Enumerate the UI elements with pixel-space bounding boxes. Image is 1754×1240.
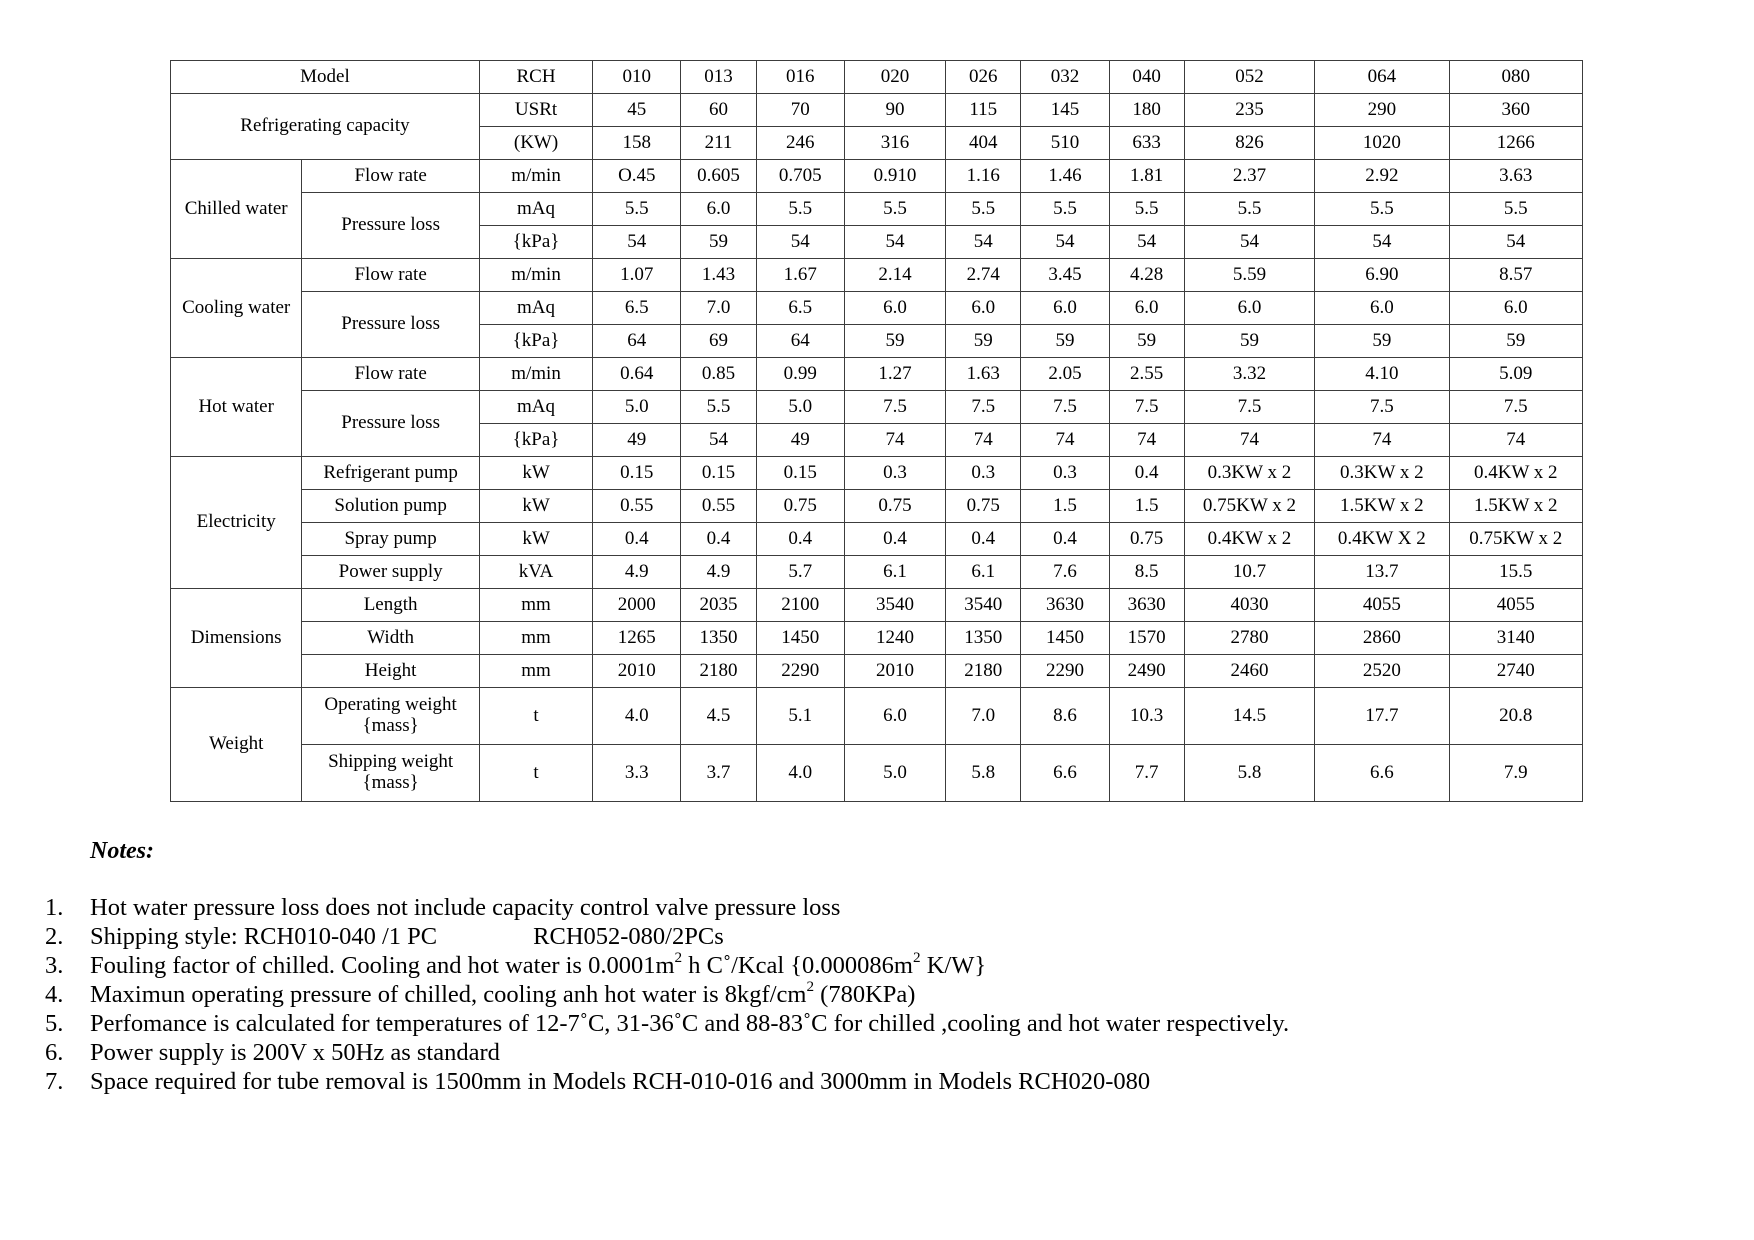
value-cell: 54 <box>1315 226 1449 259</box>
row-operating-weight <box>171 688 1583 745</box>
value-cell: 59 <box>1449 325 1582 358</box>
value-cell: 3.7 <box>681 745 756 802</box>
value-cell: 235 <box>1184 94 1314 127</box>
dimensions-label: Dimensions <box>171 589 302 688</box>
unit-cell: {kPa} <box>479 325 592 358</box>
row-spray-pump <box>171 523 1583 556</box>
note-text: Space required for tube removal is 1500mm in Models RCH-010-016 and 3000mm in Models RCH020-080 <box>90 1068 1151 1095</box>
value-cell: 0.3 <box>1021 457 1109 490</box>
unit-cell: kW <box>479 523 592 556</box>
value-cell: 1.07 <box>593 259 681 292</box>
value-cell: 4030 <box>1184 589 1314 622</box>
value-cell: 54 <box>1449 226 1582 259</box>
value-cell: 0.3 <box>844 457 945 490</box>
value-cell: 0.64 <box>593 358 681 391</box>
pressure-loss-label: Pressure loss <box>302 193 480 259</box>
electricity-label: Electricity <box>171 457 302 589</box>
value-cell: 74 <box>1315 424 1449 457</box>
value-cell: 8.6 <box>1021 688 1109 745</box>
value-cell: 0.705 <box>756 160 844 193</box>
value-cell: 7.7 <box>1109 745 1184 802</box>
flow-rate-label: Flow rate <box>302 160 480 193</box>
unit-cell: m/min <box>479 358 592 391</box>
value-cell: 145 <box>1021 94 1109 127</box>
model-cell: 080 <box>1449 61 1582 94</box>
value-cell: 2.92 <box>1315 160 1449 193</box>
value-cell: 8.57 <box>1449 259 1582 292</box>
value-cell: 0.3KW x 2 <box>1315 457 1449 490</box>
value-cell: 54 <box>1109 226 1184 259</box>
value-cell: 6.0 <box>946 292 1021 325</box>
value-cell: 59 <box>844 325 945 358</box>
note-text: Hot water pressure loss does not include capacity control valve pressure loss <box>90 894 841 921</box>
value-cell: 7.9 <box>1449 745 1582 802</box>
value-cell: 4.5 <box>681 688 756 745</box>
model-cell: 010 <box>593 61 681 94</box>
value-cell: 0.4KW x 2 <box>1184 523 1314 556</box>
chilled-water-label: Chilled water <box>171 160 302 259</box>
value-cell: 5.5 <box>593 193 681 226</box>
note-text: (780KPa) <box>814 981 916 1008</box>
value-cell: 5.0 <box>756 391 844 424</box>
value-cell: 5.0 <box>844 745 945 802</box>
value-cell: 2010 <box>593 655 681 688</box>
unit-cell: mm <box>479 655 592 688</box>
model-cell: 016 <box>756 61 844 94</box>
value-cell: 1.27 <box>844 358 945 391</box>
row-hot-maq <box>171 391 1583 424</box>
model-label: Model <box>171 61 480 94</box>
unit-cell: mm <box>479 622 592 655</box>
value-cell: 180 <box>1109 94 1184 127</box>
value-cell: 1450 <box>1021 622 1109 655</box>
flow-rate-label: Flow rate <box>302 358 480 391</box>
value-cell: 6.0 <box>844 688 945 745</box>
value-cell: 1450 <box>756 622 844 655</box>
note-text: K/W} <box>920 952 987 979</box>
value-cell: 4.9 <box>593 556 681 589</box>
note-text: Perfomance is calculated for temperatures of 12-7˚C, 31-36˚C and 88-83˚C for chilled ,cooling and hot water respectively. <box>90 1010 1290 1037</box>
value-cell: 6.0 <box>844 292 945 325</box>
value-cell: 360 <box>1449 94 1582 127</box>
value-cell: 2000 <box>593 589 681 622</box>
value-cell: 1020 <box>1315 127 1449 160</box>
note-text: RCH052-080/2PCs <box>533 923 724 950</box>
value-cell: 4.0 <box>593 688 681 745</box>
value-cell: 54 <box>593 226 681 259</box>
value-cell: 1350 <box>681 622 756 655</box>
unit-cell: {kPa} <box>479 226 592 259</box>
value-cell: 1.43 <box>681 259 756 292</box>
value-cell: 6.0 <box>1109 292 1184 325</box>
weight-label: Weight <box>171 688 302 802</box>
value-cell: 0.4KW X 2 <box>1315 523 1449 556</box>
value-cell: 1570 <box>1109 622 1184 655</box>
note-item: 6. Power supply is 200V x 50Hz as standard <box>45 1039 500 1066</box>
spec-table <box>170 60 1583 802</box>
value-cell: 0.4 <box>1021 523 1109 556</box>
value-cell: 2.37 <box>1184 160 1314 193</box>
rch-label: RCH <box>479 61 592 94</box>
model-cell: 064 <box>1315 61 1449 94</box>
value-cell: 0.99 <box>756 358 844 391</box>
value-cell: 1266 <box>1449 127 1582 160</box>
value-cell: 20.8 <box>1449 688 1582 745</box>
value-cell: 0.3 <box>946 457 1021 490</box>
model-cell: 013 <box>681 61 756 94</box>
value-cell: 290 <box>1315 94 1449 127</box>
value-cell: 158 <box>593 127 681 160</box>
value-cell: 7.0 <box>946 688 1021 745</box>
value-cell: 3.45 <box>1021 259 1109 292</box>
value-cell: 1.63 <box>946 358 1021 391</box>
value-cell: 2.74 <box>946 259 1021 292</box>
value-cell: 7.5 <box>1315 391 1449 424</box>
unit-cell: {kPa} <box>479 424 592 457</box>
value-cell: 6.0 <box>1315 292 1449 325</box>
value-cell: 6.5 <box>593 292 681 325</box>
notes-list <box>45 893 1289 1096</box>
value-cell: 7.0 <box>681 292 756 325</box>
unit-cell: (KW) <box>479 127 592 160</box>
value-cell: 5.09 <box>1449 358 1582 391</box>
value-cell: 3540 <box>946 589 1021 622</box>
refrigerant-pump-label: Refrigerant pump <box>302 457 480 490</box>
value-cell: 0.4KW x 2 <box>1449 457 1582 490</box>
value-cell: O.45 <box>593 160 681 193</box>
value-cell: 74 <box>1184 424 1314 457</box>
value-cell: 2460 <box>1184 655 1314 688</box>
value-cell: 510 <box>1021 127 1109 160</box>
unit-cell: mAq <box>479 193 592 226</box>
value-cell: 2.14 <box>844 259 945 292</box>
value-cell: 7.5 <box>1449 391 1582 424</box>
value-cell: 4.9 <box>681 556 756 589</box>
model-cell: 020 <box>844 61 945 94</box>
row-height <box>171 655 1583 688</box>
value-cell: 7.5 <box>1109 391 1184 424</box>
value-cell: 0.4 <box>844 523 945 556</box>
value-cell: 2035 <box>681 589 756 622</box>
length-label: Length <box>302 589 480 622</box>
value-cell: 5.5 <box>1109 193 1184 226</box>
value-cell: 59 <box>1021 325 1109 358</box>
value-cell: 0.605 <box>681 160 756 193</box>
row-refrigerant-pump <box>171 457 1583 490</box>
unit-cell: t <box>479 688 592 745</box>
solution-pump-label: Solution pump <box>302 490 480 523</box>
value-cell: 5.5 <box>1184 193 1314 226</box>
value-cell: 69 <box>681 325 756 358</box>
model-cell: 032 <box>1021 61 1109 94</box>
value-cell: 5.8 <box>1184 745 1314 802</box>
note-text: Fouling factor of chilled. Cooling and hot water is 0.0001m <box>90 952 675 979</box>
value-cell: 10.3 <box>1109 688 1184 745</box>
value-cell: 6.6 <box>1315 745 1449 802</box>
value-cell: 1.16 <box>946 160 1021 193</box>
value-cell: 0.75KW x 2 <box>1449 523 1582 556</box>
value-cell: 1.5 <box>1021 490 1109 523</box>
value-cell: 54 <box>844 226 945 259</box>
value-cell: 7.5 <box>946 391 1021 424</box>
value-cell: 0.55 <box>681 490 756 523</box>
row-usrt <box>171 94 1583 127</box>
value-cell: 17.7 <box>1315 688 1449 745</box>
row-shipping-weight <box>171 745 1583 802</box>
row-length <box>171 589 1583 622</box>
value-cell: 3140 <box>1449 622 1582 655</box>
value-cell: 64 <box>593 325 681 358</box>
value-cell: 5.5 <box>681 391 756 424</box>
value-cell: 5.5 <box>1315 193 1449 226</box>
pressure-loss-label: Pressure loss <box>302 292 480 358</box>
row-hot-flow <box>171 358 1583 391</box>
unit-cell: kVA <box>479 556 592 589</box>
value-cell: 2780 <box>1184 622 1314 655</box>
value-cell: 6.0 <box>1184 292 1314 325</box>
row-chilled-maq <box>171 193 1583 226</box>
refrigerating-capacity-label: Refrigerating capacity <box>171 94 480 160</box>
value-cell: 74 <box>1021 424 1109 457</box>
value-cell: 59 <box>1109 325 1184 358</box>
value-cell: 1.46 <box>1021 160 1109 193</box>
value-cell: 8.5 <box>1109 556 1184 589</box>
value-cell: 633 <box>1109 127 1184 160</box>
value-cell: 2010 <box>844 655 945 688</box>
value-cell: 3630 <box>1109 589 1184 622</box>
superscript: 2 <box>674 949 683 967</box>
value-cell: 74 <box>844 424 945 457</box>
value-cell: 7.5 <box>844 391 945 424</box>
row-model <box>171 61 1583 94</box>
value-cell: 54 <box>946 226 1021 259</box>
value-cell: 404 <box>946 127 1021 160</box>
value-cell: 49 <box>593 424 681 457</box>
value-cell: 10.7 <box>1184 556 1314 589</box>
note-item: 5. Perfomance is calculated for temperatures of 12-7˚C, 31-36˚C and 88-83˚C for chilled ,cooling and hot water respectively. <box>45 1010 1290 1037</box>
value-cell: 59 <box>681 226 756 259</box>
unit-cell: mm <box>479 589 592 622</box>
value-cell: 5.7 <box>756 556 844 589</box>
value-cell: 2740 <box>1449 655 1582 688</box>
value-cell: 90 <box>844 94 945 127</box>
value-cell: 2.55 <box>1109 358 1184 391</box>
value-cell: 4.10 <box>1315 358 1449 391</box>
value-cell: 5.8 <box>946 745 1021 802</box>
value-cell: 6.1 <box>946 556 1021 589</box>
note-text: h C˚/Kcal {0.000086m <box>682 952 913 979</box>
value-cell: 3.32 <box>1184 358 1314 391</box>
value-cell: 5.59 <box>1184 259 1314 292</box>
value-cell: 0.910 <box>844 160 945 193</box>
value-cell: 0.4 <box>756 523 844 556</box>
value-cell: 2100 <box>756 589 844 622</box>
value-cell: 0.4 <box>681 523 756 556</box>
value-cell: 54 <box>681 424 756 457</box>
value-cell: 59 <box>946 325 1021 358</box>
value-cell: 2180 <box>946 655 1021 688</box>
value-cell: 0.75 <box>946 490 1021 523</box>
value-cell: 5.5 <box>946 193 1021 226</box>
value-cell: 3630 <box>1021 589 1109 622</box>
notes-title: Notes: <box>90 838 154 864</box>
unit-cell: kW <box>479 457 592 490</box>
value-cell: 3540 <box>844 589 945 622</box>
value-cell: 1.5KW x 2 <box>1449 490 1582 523</box>
value-cell: 59 <box>1315 325 1449 358</box>
value-cell: 2520 <box>1315 655 1449 688</box>
value-cell: 0.3KW x 2 <box>1184 457 1314 490</box>
superscript: 2 <box>806 978 815 996</box>
value-cell: 1240 <box>844 622 945 655</box>
value-cell: 0.75 <box>844 490 945 523</box>
value-cell: 0.55 <box>593 490 681 523</box>
value-cell: 2290 <box>756 655 844 688</box>
value-cell: 6.1 <box>844 556 945 589</box>
value-cell: 5.5 <box>844 193 945 226</box>
value-cell: 5.5 <box>756 193 844 226</box>
value-cell: 15.5 <box>1449 556 1582 589</box>
power-supply-label: Power supply <box>302 556 480 589</box>
hot-water-label: Hot water <box>171 358 302 457</box>
value-cell: 0.15 <box>756 457 844 490</box>
value-cell: 6.0 <box>1449 292 1582 325</box>
note-item: 1. Hot water pressure loss does not include capacity control valve pressure loss <box>45 894 841 921</box>
value-cell: 60 <box>681 94 756 127</box>
value-cell: 7.5 <box>1184 391 1314 424</box>
value-cell: 0.15 <box>681 457 756 490</box>
value-cell: 54 <box>1021 226 1109 259</box>
row-cooling-flow <box>171 259 1583 292</box>
superscript: 2 <box>912 949 921 967</box>
value-cell: 2290 <box>1021 655 1109 688</box>
row-cooling-maq <box>171 292 1583 325</box>
value-cell: 211 <box>681 127 756 160</box>
unit-cell: m/min <box>479 160 592 193</box>
value-cell: 4.28 <box>1109 259 1184 292</box>
value-cell: 1.5KW x 2 <box>1315 490 1449 523</box>
note-item: 4. Maximun operating pressure of chilled, cooling anh hot water is $8kgf/cm^2$ (780KPa) <box>45 978 916 1008</box>
value-cell: 3.63 <box>1449 160 1582 193</box>
spray-pump-label: Spray pump <box>302 523 480 556</box>
pressure-loss-label: Pressure loss <box>302 391 480 457</box>
value-cell: 5.1 <box>756 688 844 745</box>
value-cell: 246 <box>756 127 844 160</box>
value-cell: 1.81 <box>1109 160 1184 193</box>
value-cell: 6.90 <box>1315 259 1449 292</box>
model-cell: 026 <box>946 61 1021 94</box>
value-cell: 2.05 <box>1021 358 1109 391</box>
value-cell: 74 <box>1449 424 1582 457</box>
value-cell: 115 <box>946 94 1021 127</box>
note-text: Maximun operating pressure of chilled, cooling anh hot water is 8kgf/cm <box>90 981 807 1008</box>
flow-rate-label: Flow rate <box>302 259 480 292</box>
model-cell: 040 <box>1109 61 1184 94</box>
cooling-water-label: Cooling water <box>171 259 302 358</box>
value-cell: 316 <box>844 127 945 160</box>
value-cell: 1265 <box>593 622 681 655</box>
value-cell: 5.5 <box>1449 193 1582 226</box>
value-cell: 54 <box>1184 226 1314 259</box>
model-cell: 052 <box>1184 61 1314 94</box>
value-cell: 0.75KW x 2 <box>1184 490 1314 523</box>
value-cell: 4.0 <box>756 745 844 802</box>
row-width <box>171 622 1583 655</box>
value-cell: 2180 <box>681 655 756 688</box>
value-cell: 70 <box>756 94 844 127</box>
value-cell: 5.0 <box>593 391 681 424</box>
value-cell: 3.3 <box>593 745 681 802</box>
value-cell: 1.67 <box>756 259 844 292</box>
note-text: Shipping style: RCH010-040 /1 PC <box>90 923 438 950</box>
unit-cell: m/min <box>479 259 592 292</box>
value-cell: 826 <box>1184 127 1314 160</box>
unit-cell: USRt <box>479 94 592 127</box>
value-cell: 6.0 <box>1021 292 1109 325</box>
value-cell: 6.5 <box>756 292 844 325</box>
unit-cell: t <box>479 745 592 802</box>
value-cell: 0.15 <box>593 457 681 490</box>
value-cell: 0.4 <box>946 523 1021 556</box>
value-cell: 0.4 <box>593 523 681 556</box>
unit-cell: mAq <box>479 391 592 424</box>
value-cell: 7.6 <box>1021 556 1109 589</box>
width-label: Width <box>302 622 480 655</box>
value-cell: 6.0 <box>681 193 756 226</box>
value-cell: 4055 <box>1449 589 1582 622</box>
note-item: 3. Fouling factor of chilled. Cooling and hot water is $0.0001m^2$ h C˚/Kcal {$0.000086m^2$ K/W} <box>45 949 987 979</box>
note-item: 7. Space required for tube removal is 1500mm in Models RCH-010-016 and 3000mm in Models RCH020-080 <box>45 1068 1151 1095</box>
value-cell: 64 <box>756 325 844 358</box>
height-label: Height <box>302 655 480 688</box>
value-cell: 49 <box>756 424 844 457</box>
value-cell: 0.75 <box>756 490 844 523</box>
operating-weight-label: Operating weight {mass} <box>302 688 480 745</box>
value-cell: 14.5 <box>1184 688 1314 745</box>
value-cell: 0.4 <box>1109 457 1184 490</box>
value-cell: 6.6 <box>1021 745 1109 802</box>
value-cell: 59 <box>1184 325 1314 358</box>
value-cell: 4055 <box>1315 589 1449 622</box>
value-cell: 54 <box>756 226 844 259</box>
value-cell: 2860 <box>1315 622 1449 655</box>
value-cell: 1350 <box>946 622 1021 655</box>
note-text: Power supply is 200V x 50Hz as standard <box>90 1039 500 1066</box>
value-cell: 2490 <box>1109 655 1184 688</box>
value-cell: 1.5 <box>1109 490 1184 523</box>
note-item: 2. Shipping style: RCH010-040 /1 PC RCH052-080/2PCs <box>45 923 724 950</box>
value-cell: 74 <box>946 424 1021 457</box>
value-cell: 0.75 <box>1109 523 1184 556</box>
row-power-supply <box>171 556 1583 589</box>
unit-cell: mAq <box>479 292 592 325</box>
row-solution-pump <box>171 490 1583 523</box>
value-cell: 0.85 <box>681 358 756 391</box>
row-chilled-flow <box>171 160 1583 193</box>
shipping-weight-label: Shipping weight {mass} <box>302 745 480 802</box>
value-cell: 74 <box>1109 424 1184 457</box>
value-cell: 5.5 <box>1021 193 1109 226</box>
unit-cell: kW <box>479 490 592 523</box>
value-cell: 13.7 <box>1315 556 1449 589</box>
value-cell: 45 <box>593 94 681 127</box>
value-cell: 7.5 <box>1021 391 1109 424</box>
